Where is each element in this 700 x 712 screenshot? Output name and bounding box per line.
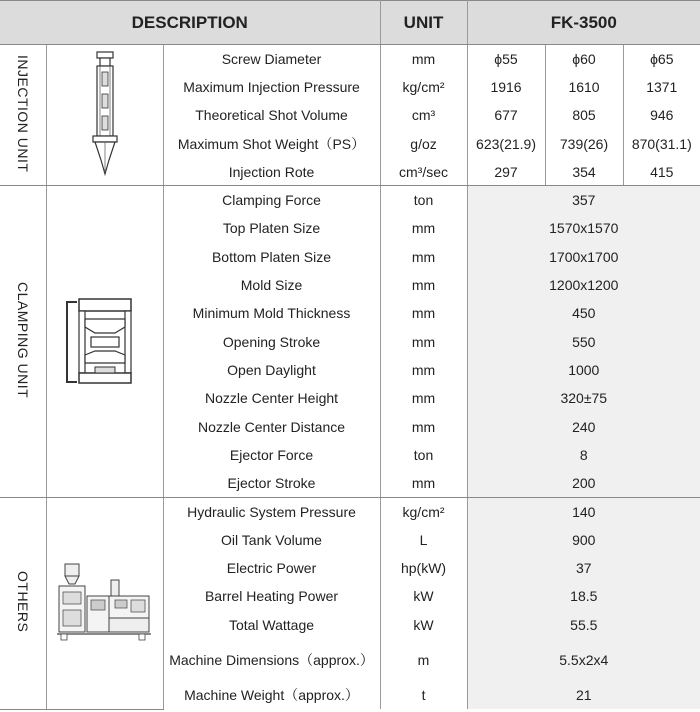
row-unit: kW xyxy=(380,582,467,610)
machine-image xyxy=(46,497,163,709)
row-label: Top Platen Size xyxy=(163,214,380,242)
row-value: 946 xyxy=(650,107,674,124)
section-label-clamping: CLAMPING UNIT xyxy=(0,186,46,497)
row-unit: ton xyxy=(380,186,467,214)
row-unit: m xyxy=(380,639,467,681)
row-value: ϕ65 xyxy=(650,50,674,67)
row-value: 805 xyxy=(545,101,623,129)
row-label: Machine Dimensions（approx.） xyxy=(163,639,380,681)
row-value: 623(21.9) xyxy=(467,129,545,157)
row-unit: t xyxy=(380,681,467,709)
row-value: 18.5 xyxy=(467,582,700,610)
row-label: Opening Stroke xyxy=(163,327,380,355)
row-value: 870(31.1) xyxy=(631,135,692,152)
row-value: ϕ55 xyxy=(467,45,545,73)
clamping-unit-image xyxy=(46,186,163,497)
row-value: ϕ60 xyxy=(545,45,623,73)
table-row xyxy=(0,186,700,214)
row-label: Nozzle Center Distance xyxy=(163,412,380,440)
row-label: Electric Power xyxy=(163,554,380,582)
row-value: 550 xyxy=(467,327,700,355)
row-value: 55.5 xyxy=(467,610,700,638)
row-unit: kg/cm² xyxy=(380,73,467,101)
injection-screw-image xyxy=(46,45,163,186)
row-value: 140 xyxy=(467,497,700,525)
header-row xyxy=(0,1,700,45)
header-model: FK-3500 xyxy=(467,1,700,45)
row-unit: mm xyxy=(380,214,467,242)
row-value: 8 xyxy=(467,441,700,469)
row-value: 1610 xyxy=(545,73,623,101)
table-row xyxy=(0,45,700,73)
row-unit: L xyxy=(380,526,467,554)
row-unit: hp(kW) xyxy=(380,554,467,582)
row-unit: mm xyxy=(380,412,467,440)
row-label: Open Daylight xyxy=(163,356,380,384)
row-unit: mm xyxy=(380,469,467,497)
row-unit: cm³ xyxy=(380,101,467,129)
row-label: Clamping Force xyxy=(163,186,380,214)
row-label: Screw Diameter xyxy=(163,45,380,73)
row-label: Theoretical Shot Volume xyxy=(163,101,380,129)
row-value: 320±75 xyxy=(467,384,700,412)
row-unit: mm xyxy=(380,299,467,327)
row-unit: kW xyxy=(380,610,467,638)
row-value: 415 xyxy=(623,158,700,186)
row-label: Total Wattage xyxy=(163,610,380,638)
row-value: 450 xyxy=(467,299,700,327)
row-unit: g/oz xyxy=(380,129,467,157)
row-label: Mold Size xyxy=(163,271,380,299)
row-value: 1371 xyxy=(646,78,678,95)
row-unit: kg/cm² xyxy=(380,497,467,525)
table-row xyxy=(0,497,700,525)
row-label: Ejector Force xyxy=(163,441,380,469)
row-label: Ejector Stroke xyxy=(163,469,380,497)
row-value: 200 xyxy=(467,469,700,497)
row-value: 1916 xyxy=(467,73,545,101)
row-unit: mm xyxy=(380,45,467,73)
row-value: 1200x1200 xyxy=(467,271,700,299)
row-label: Oil Tank Volume xyxy=(163,526,380,554)
row-label: Maximum Injection Pressure xyxy=(163,73,380,101)
row-value: 1570x1570 xyxy=(467,214,700,242)
row-value: 739(26) xyxy=(545,129,623,157)
row-value: 357 xyxy=(467,186,700,214)
row-label: Bottom Platen Size xyxy=(163,243,380,271)
row-value: 900 xyxy=(467,526,700,554)
row-value: 1700x1700 xyxy=(467,243,700,271)
row-unit: mm xyxy=(380,327,467,355)
row-value: 677 xyxy=(467,101,545,129)
row-unit: mm xyxy=(380,243,467,271)
row-value: 5.5x2x4 xyxy=(467,639,700,681)
row-label: Injection Rote xyxy=(163,158,380,186)
row-label: Hydraulic System Pressure xyxy=(163,497,380,525)
clamping-unit-icon xyxy=(65,297,145,387)
row-value: 297 xyxy=(467,158,545,186)
section-label-others: OTHERS xyxy=(0,497,46,709)
row-value: 354 xyxy=(545,158,623,186)
row-unit: ton xyxy=(380,441,467,469)
screw-icon xyxy=(75,50,135,180)
row-value: 1000 xyxy=(467,356,700,384)
row-label: Nozzle Center Height xyxy=(163,384,380,412)
row-value: 240 xyxy=(467,412,700,440)
row-unit: mm xyxy=(380,271,467,299)
row-label: Machine Weight（approx.） xyxy=(163,681,380,709)
row-unit: mm xyxy=(380,356,467,384)
header-unit: UNIT xyxy=(380,1,467,45)
row-label: Minimum Mold Thickness xyxy=(163,299,380,327)
row-label: Barrel Heating Power xyxy=(163,582,380,610)
row-value: 37 xyxy=(467,554,700,582)
section-label-injection: INJECTION UNIT xyxy=(0,45,46,186)
row-value: 21 xyxy=(467,681,700,709)
row-label: Maximum Shot Weight（PS） xyxy=(163,129,380,157)
injection-machine-icon xyxy=(55,558,155,648)
row-unit: mm xyxy=(380,384,467,412)
header-description: DESCRIPTION xyxy=(0,1,380,45)
row-unit: cm³/sec xyxy=(380,158,467,186)
